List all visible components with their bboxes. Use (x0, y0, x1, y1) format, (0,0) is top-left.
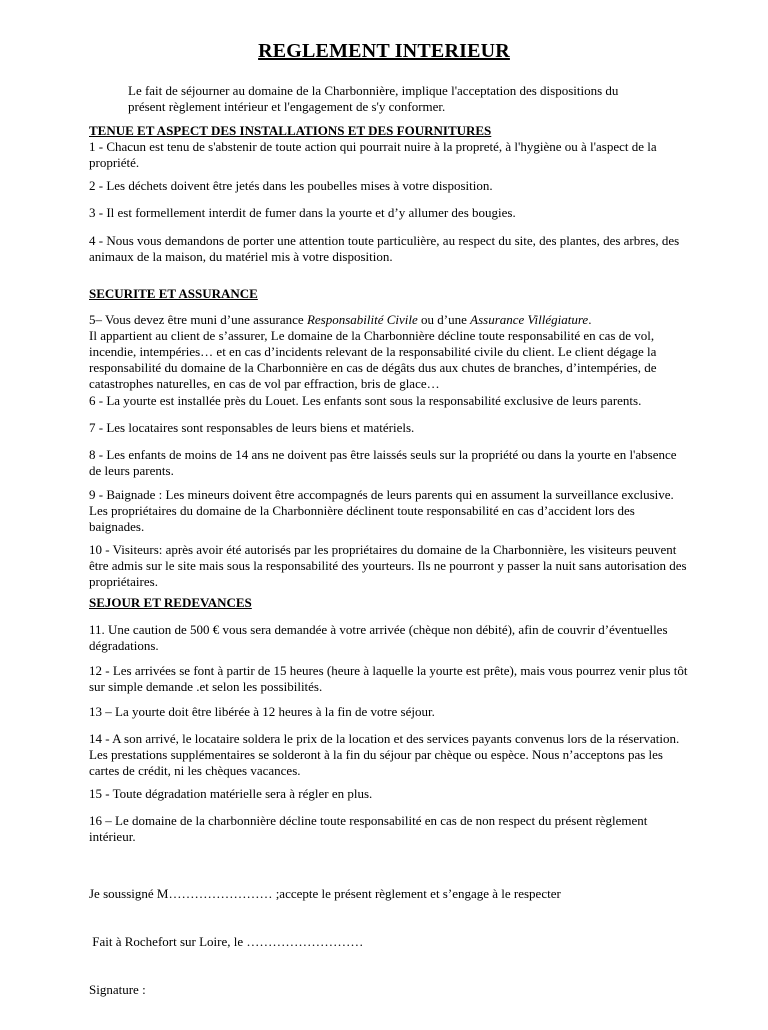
signature-line-place: Fait à Rochefort sur Loire, le ……………………… (89, 934, 364, 949)
rule-5-post: . (588, 312, 592, 327)
signature-line-name: Je soussigné M…………………… ;accepte le présent règlement et s’engage à le respecter (89, 886, 561, 901)
rule-8: 8 - Les enfants de moins de 14 ans ne doivent pas être laissés seuls sur la propriété ou dans la yourte en l'absence de leurs parents. (89, 447, 677, 478)
rule-2: 2 - Les déchets doivent être jetés dans les poubelles mises à votre disposition. (89, 178, 493, 193)
intro-paragraph: Le fait de séjourner au domaine de la Charbonnière, implique l'acceptation des dispositions du présent règlement intérieur et l'engagement de s'y conformer. (128, 83, 619, 114)
page-title: REGLEMENT INTERIEUR (258, 40, 510, 62)
rule-11: 11. Une caution de 500 € vous sera demandée à votre arrivée (chèque non débité), afin de couvrir d’éventuelles dégradations. (89, 622, 668, 653)
rule-15: 15 - Toute dégradation matérielle sera à régler en plus. (89, 786, 373, 801)
rule-6: 6 - La yourte est installée près du Louet. Les enfants sont sous la responsabilité exclusive de leurs parents. (89, 393, 642, 408)
rule-1: 1 - Chacun est tenu de s'abstenir de toute action qui pourrait nuire à la propreté, à l'hygiène ou à l'aspect de la propriété. (89, 139, 657, 170)
rule-16: 16 – Le domaine de la charbonnière décline toute responsabilité en cas de non respect du présent règlement intérieur. (89, 813, 648, 844)
signature-block (89, 854, 689, 1030)
rule-3: 3 - Il est formellement interdit de fumer dans la yourte et d’y allumer des bougies. (89, 205, 516, 220)
rule-5-italic-av: Assurance Villégiature (470, 312, 589, 327)
rule-5-mid: ou d’une (417, 312, 471, 327)
rule-5-prefix: 5– Vous devez être muni d’une assurance (89, 312, 307, 327)
signature-line-label: Signature : (89, 982, 146, 997)
rule-5-details: Il appartient au client de s’assurer, Le domaine de la Charbonnière décline toute responsabilité en cas de vol, incendie, intempéries… et en cas d’incidents relevant de la responsabilité civile du client. Le client dégage la responsabilité du domaine de la Charbonnière en cas de dégâts dus aux chutes de branches, d’intempéries, de catastrophes naturelles, en cas de vol par effraction, bris de glace… (89, 328, 657, 391)
rule-12: 12 - Les arrivées se font à partir de 15 heures (heure à laquelle la yourte est prête), mais vous pourrez venir plus tôt sur simple demande .et selon les possibilités. (89, 663, 688, 694)
rule-5 (89, 312, 689, 392)
section-heading-securite: SECURITE ET ASSURANCE (89, 286, 258, 301)
rule-14: 14 - A son arrivé, le locataire soldera le prix de la location et des services payants convenus lors de la réservation. Les prestations supplémentaires se solderont à la fin du séjour par chèque ou espèce. Nous n’acceptons pas les cartes de crédit, ni les chèques vacances. (89, 731, 680, 778)
rule-13: 13 – La yourte doit être libérée à 12 heures à la fin de votre séjour. (89, 704, 435, 719)
section-heading-sejour: SEJOUR ET REDEVANCES (89, 595, 252, 610)
rule-5-italic-rc: Responsabilité Civile (306, 312, 418, 327)
rule-9: 9 - Baignade : Les mineurs doivent être accompagnés de leurs parents qui en assument la surveillance exclusive. Les propriétaires du domaine de la Charbonnière déclinent toute responsabilité en cas d’accident lors des baignades. (89, 487, 674, 534)
rule-4: 4 - Nous vous demandons de porter une attention toute particulière, au respect du site, des plantes, des arbres, des animaux de la maison, du matériel mis à votre disposition. (89, 233, 680, 264)
rule-10: 10 - Visiteurs: après avoir été autorisés par les propriétaires du domaine de la Charbonnière, les visiteurs peuvent être admis sur le site mais sous la responsabilité des yourteurs. Ils ne pourront y passer la nuit sans autorisation des propriétaires. (89, 542, 687, 589)
section-heading-tenue: TENUE ET ASPECT DES INSTALLATIONS ET DES FOURNITURES (89, 123, 492, 138)
section-tenue (89, 123, 689, 171)
rule-7: 7 - Les locataires sont responsables de leurs biens et matériels. (89, 420, 415, 435)
